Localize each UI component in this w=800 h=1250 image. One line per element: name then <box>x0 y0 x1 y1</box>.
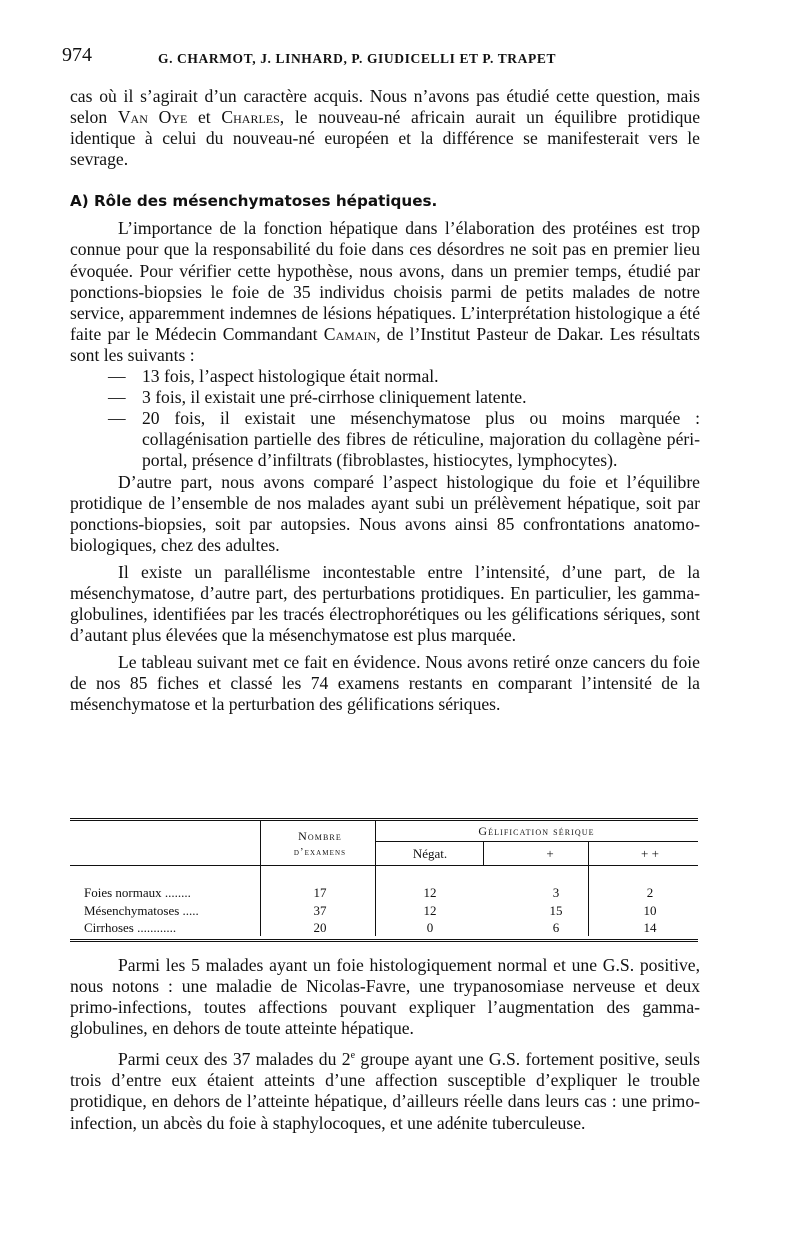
list-dash: — <box>108 387 126 408</box>
page-header <box>62 44 702 68</box>
list-item <box>108 408 700 471</box>
section-heading: A) Rôle des mésenchymatoses hépatiques. <box>70 192 438 211</box>
author-name-camain: Camain <box>323 323 377 344</box>
paragraph-1-text-b: et <box>187 107 222 128</box>
table-row <box>70 885 698 901</box>
cell-negat: 12 <box>423 903 437 918</box>
cell-plus-plus: 14 <box>643 920 657 935</box>
author-name-van-oye: Van Oye <box>117 107 188 128</box>
author-name-charles: Charles <box>221 107 280 128</box>
header-plus: + <box>546 846 554 861</box>
paragraph-1 <box>70 86 700 170</box>
header-divider <box>375 841 698 842</box>
header-count-line1: Nombre <box>298 829 342 843</box>
paragraph-6: Parmi les 5 malades ayant un foie histologiquement normal et une G.S. positive, nous notons : une maladie de Nicolas-Favre, une trypanosomiase nerveuse et deux primo-infections, toutes affections pouvant expliquer l’augmentation des gamma-globulines, en dehors de toute atteinte hépatique. <box>70 955 700 1039</box>
cell-negat: 0 <box>426 920 434 935</box>
header-col-divider <box>588 842 589 865</box>
cell-negat: 12 <box>423 885 437 900</box>
running-head: G. CHARMOT, J. LINHARD, P. GIUDICELLI ET P. TRAPET <box>158 51 557 66</box>
paragraph-1-text-c: , le nouveau-né africain aurait un équilibre protidique identique à celui du nouveau-né européen et la différence se manifesterait vers le sevrage. <box>70 107 701 170</box>
paragraph-5: Le tableau suivant met ce fait en évidence. Nous avons retiré onze cancers du foie de nos 85 fiches et classé les 74 examens restants en comparant l’intensité de la mésenchymatose et la perturbation des gélifications sériques. <box>70 652 700 715</box>
cell-plus-plus: 2 <box>646 885 654 900</box>
cell-plus: 15 <box>549 903 563 918</box>
paragraph-2-text-a: L’importance de la fonction hépatique dans l’élaboration des protéines est trop connue pour que la responsabilité du foie dans ces désordres ne soit pas en premier lieu évoquée. Pour vérifier cette hypothèse, nous avons, dans un premier temps, étudié par ponctions-biopsies le foie de 35 individus choisis parmi de petits malades de notre service, apparemment indemnes de lésions hépatiques. L’interprétation histologique a été faite par le Médecin Commandant <box>70 218 700 344</box>
list-dash: — <box>108 408 126 429</box>
list-item-text: 13 fois, l’aspect histologique était normal. <box>142 366 439 387</box>
list-item <box>108 366 700 387</box>
header-count-line2: d’examens <box>293 847 347 858</box>
cell-count: 17 <box>313 885 327 900</box>
list-item-text: 20 fois, il existait une mésenchymatose plus ou moins marquée : collagénisation partielle des fibres de réticuline, majoration du collagène péri-portal, présence d’infiltrats (fibroblastes, histiocytes, lymphocytes). <box>142 408 700 471</box>
paragraph-2-text-b: , de l’Institut Pasteur de Dakar. Les résultats sont les suivants : <box>70 323 701 365</box>
cell-plus-plus: 10 <box>643 903 657 918</box>
table-header <box>70 821 698 866</box>
ordinal-superscript: e <box>350 1050 356 1062</box>
list-dash: — <box>108 366 126 387</box>
cell-plus: 3 <box>552 885 560 900</box>
paragraph-7-text-b: groupe ayant une G.S. fortement positive, seuls trois d’entre eux étaient atteints d’une affection susceptible d’expliquer le trouble protidique, en dehors de l’atteinte hépatique, d’ailleurs réelle dans leurs cas : une primo-infection, un abcès du foie à staphylocoques, et une adénite tuberculeuse. <box>70 1049 700 1133</box>
page-number: 974 <box>62 44 92 66</box>
paragraph-4: Il existe un parallélisme incontestable entre l’intensité, d’une part, de la mésenchymatose, d’autre part, des perturbations protidiques. En particulier, les gamma-globulines, identifiées par les tracés électrophorétiques ou les gélifications sériques, sont d’autant plus élevées que la mésenchymatose est plus marquée. <box>70 561 700 646</box>
article-body <box>70 86 700 716</box>
row-label: Cirrhoses ............ <box>84 920 177 935</box>
header-plus-plus: + + <box>641 846 659 861</box>
list-item <box>108 387 700 408</box>
header-col-divider <box>483 842 484 865</box>
cell-count: 20 <box>313 920 327 935</box>
row-label: Mésenchymatoses ..... <box>84 903 199 918</box>
paragraph-7-text-a: Parmi ceux des 37 malades du 2 <box>118 1049 351 1070</box>
paragraph-1-text-a: cas où il s’agirait d’un caractère acquis. Nous n’avons pas étudié cette question, mais selon <box>70 86 700 128</box>
list-item-text: 3 fois, il existait une pré-cirrhose cliniquement latente. <box>142 387 527 408</box>
table-row <box>70 920 698 936</box>
article-body-continued <box>70 955 700 1134</box>
header-gelification: Gélification sérique <box>478 824 595 838</box>
results-table <box>70 818 698 942</box>
paragraph-7 <box>70 1045 700 1133</box>
paragraph-2 <box>70 218 700 366</box>
row-label: Foies normaux ........ <box>84 885 191 900</box>
table-row <box>70 903 698 919</box>
paragraph-3: D’autre part, nous avons comparé l’aspect histologique du foie et l’équilibre protidique de l’ensemble de nos malades ayant subi un prélèvement hépatique, soit par ponctions-biopsies, soit par autopsies. Nous avons ainsi 85 confrontations anatomo-biologiques, chez des adultes. <box>70 471 700 555</box>
header-negat: Négat. <box>412 846 448 861</box>
cell-count: 37 <box>313 903 327 918</box>
cell-plus: 6 <box>552 920 560 935</box>
